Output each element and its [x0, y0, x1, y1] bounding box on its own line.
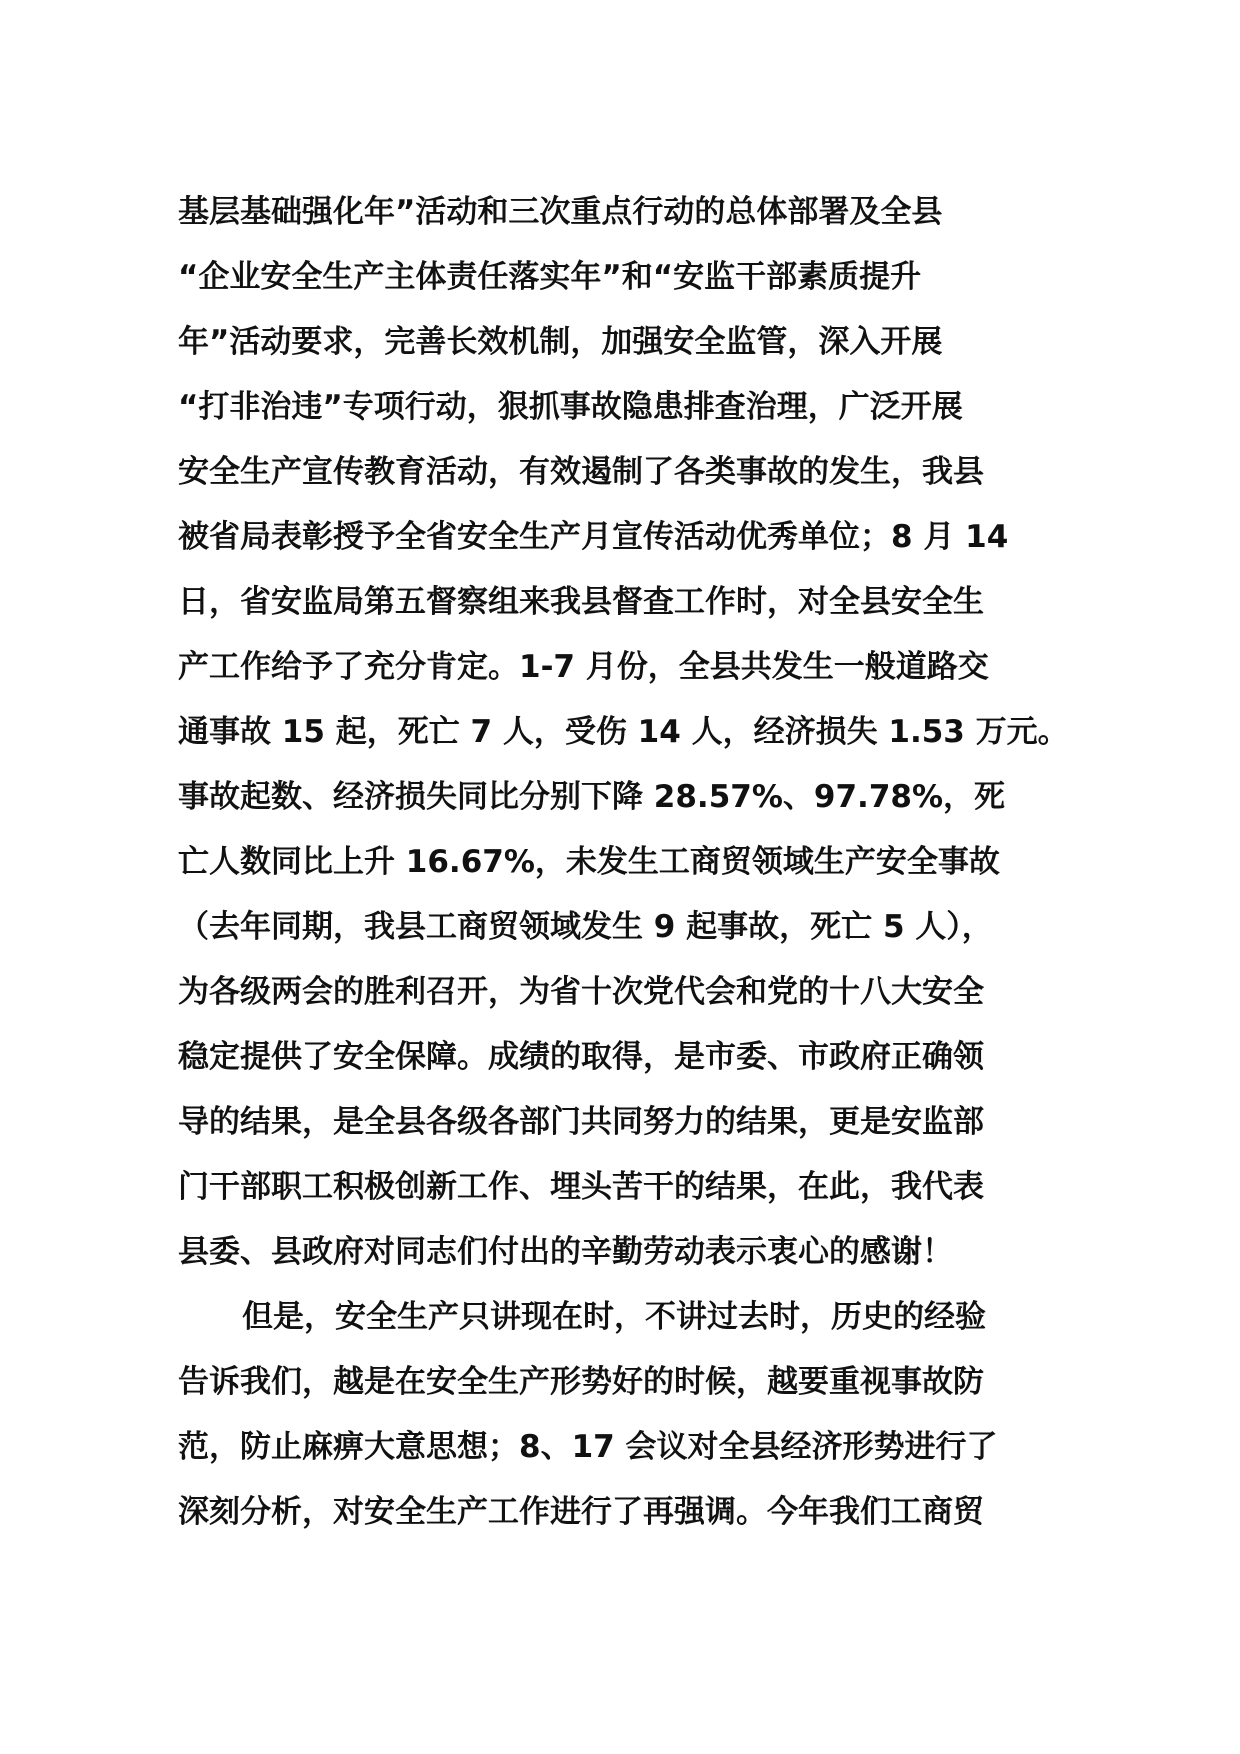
text-line: 基层基础强化年”活动和三次重点行动的总体部署及全县: [178, 194, 943, 230]
text-line: “打非治违”专项行动，狠抓事故隐患排查治理，广泛开展: [178, 389, 963, 425]
text-line: 产工作给予了充分肯定。1-7 月份，全县共发生一般道路交: [178, 649, 989, 685]
text-line: 深刻分析，对安全生产工作进行了再强调。今年我们工商贸: [178, 1494, 984, 1530]
text-line: 告诉我们，越是在安全生产形势好的时候，越要重视事故防: [178, 1364, 984, 1400]
text-line: 导的结果，是全县各级各部门共同努力的结果，更是安监部: [178, 1104, 984, 1140]
text-line: 安全生产宣传教育活动，有效遏制了各类事故的发生，我县: [178, 454, 984, 490]
text-line: 通事故 15 起，死亡 7 人，受伤 14 人，经济损失 1.53 万元。: [178, 714, 1069, 750]
text-line: 稳定提供了安全保障。成绩的取得，是市委、市政府正确领: [178, 1039, 984, 1075]
text-line: 为各级两会的胜利召开，为省十次党代会和党的十八大安全: [178, 974, 984, 1010]
text-line: 门干部职工积极创新工作、埋头苦干的结果，在此，我代表: [178, 1169, 984, 1205]
text-line: 县委、县政府对同志们付出的辛勤劳动表示衷心的感谢！: [178, 1234, 953, 1270]
text-line: 被省局表彰授予全省安全生产月宣传活动优秀单位；8 月 14: [178, 519, 1009, 555]
body-text: [178, 180, 1078, 1545]
text-line: 日，省安监局第五督察组来我县督查工作时，对全县安全生: [178, 584, 984, 620]
text-line: “企业安全生产主体责任落实年”和“安监干部素质提升: [178, 259, 922, 295]
paragraph-start-line: 但是，安全生产只讲现在时，不讲过去时，历史的经验: [242, 1299, 986, 1335]
text-line: 事故起数、经济损失同比分别下降 28.57%、97.78%，死: [178, 779, 1006, 815]
text-line: 范，防止麻痹大意思想；8、17 会议对全县经济形势进行了: [178, 1429, 998, 1465]
text-line: 亡人数同比上升 16.67%，未发生工商贸领域生产安全事故: [178, 844, 1000, 880]
text-line: （去年同期，我县工商贸领域发生 9 起事故，死亡 5 人），: [178, 909, 993, 945]
text-line: 年”活动要求，完善长效机制，加强安全监管，深入开展: [178, 324, 943, 360]
